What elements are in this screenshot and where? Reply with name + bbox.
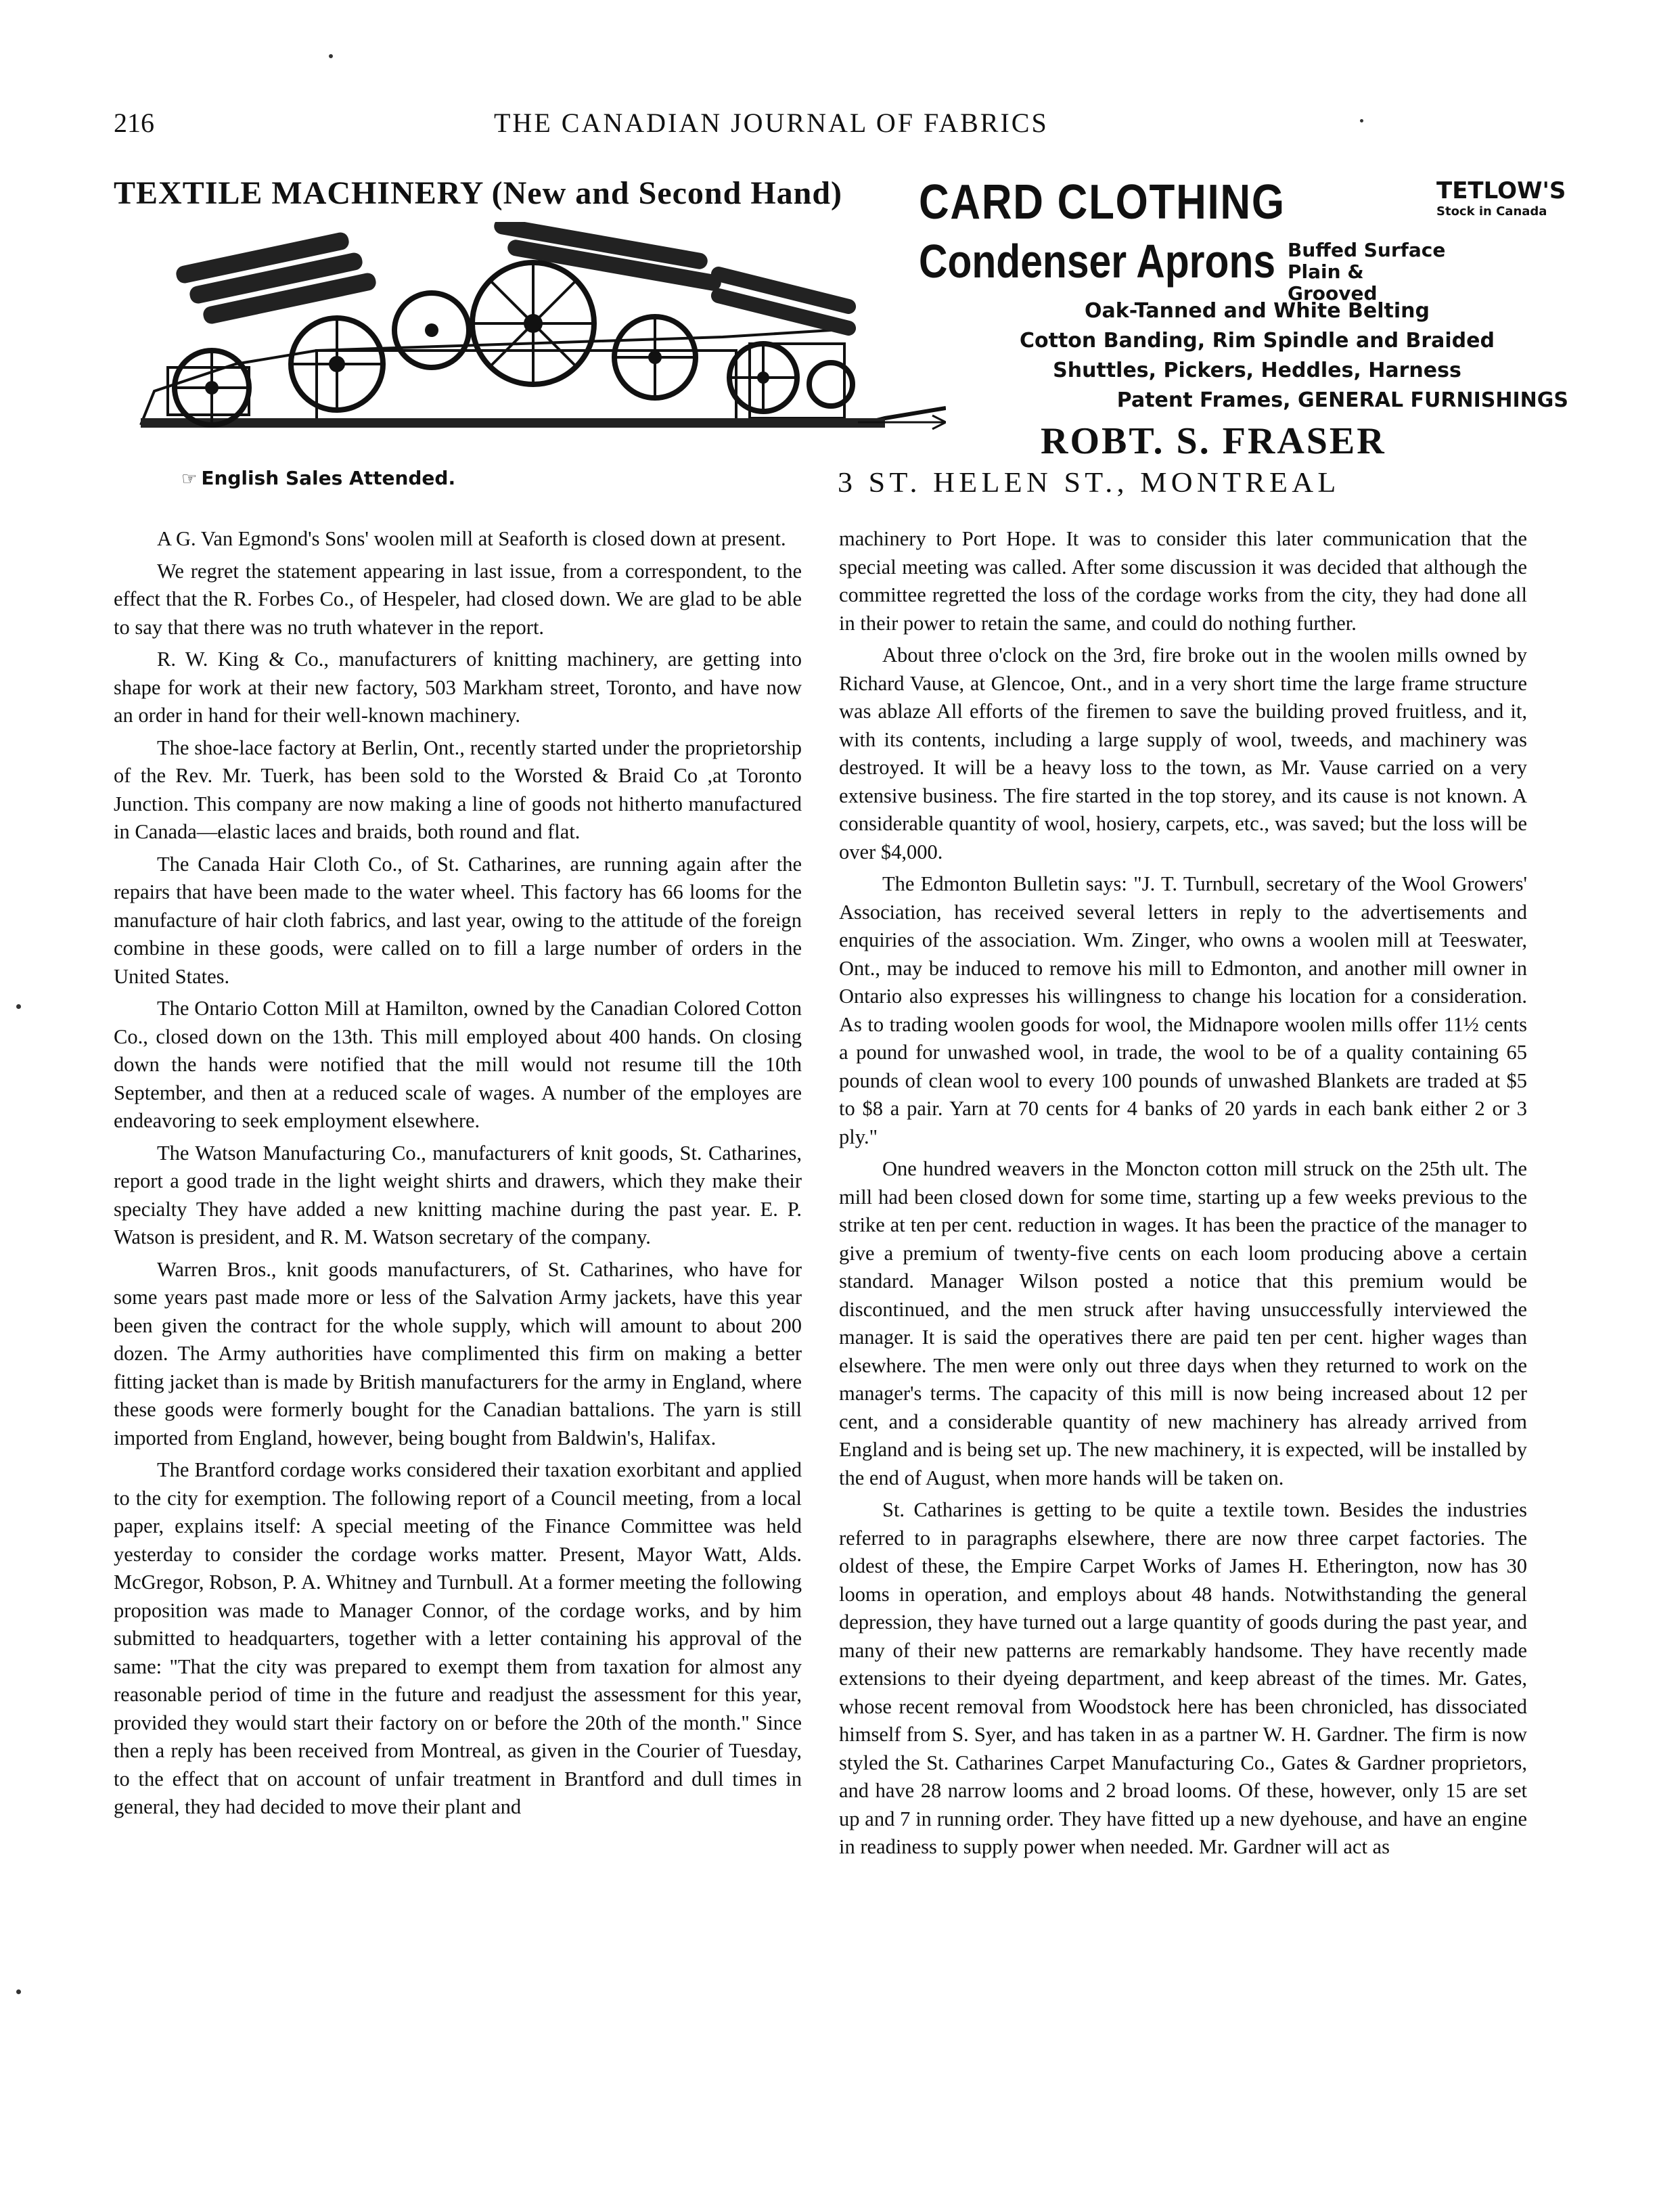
tetlows-label: TETLOW'S	[1436, 177, 1566, 204]
buffed-surface-label	[1288, 240, 1450, 305]
ad-left-title: TEXTILE MACHINERY (New and Second Hand)	[114, 175, 843, 211]
print-speck	[329, 54, 333, 58]
ad-note	[181, 467, 455, 489]
card-clothing-row	[919, 175, 1568, 229]
article-paragraph: The Ontario Cotton Mill at Hamilton, owned by the Canadian Colored Cotton Co., closed down on the 13th. This mill employed about 400 hands. On closing down the hands were notified that the mill would not resume till the 10th September, and then at a reduced scale of wages. A number of the employes are endeavoring to seek employment elsewhere.	[114, 997, 802, 1132]
article-paragraph: St. Catharines is getting to be quite a textile town. Besides the industries referred to in paragraphs elsewhere, there are now three carpet factories. The oldest of these, the Empire Carpet Works of James H. Etherington, now has 30 looms in operation, and employs about 48 hands. Notwithstanding the general depression, they have turned out a large quantity of goods during the past year, and many of their new patterns are remarkably handsome. They have recently made extensions to their dyeing department, and keep abreast of the times. Mr. Gates, whose recent removal from Woodstock here has been chronicled, has dissociated himself from S. Syer, and has taken in as a partner W. H. Gardner. The firm is now styled the St. Catharines Carpet Manufacturing Co., Gates & Gardner proprietors, and have 28 narrow looms and 2 broad looms. Of these, however, only 15 are set up and 7 in running order. They have fitted up a new dyehouse, and have an engine in readiness to supply power when needed. Mr. Gardner will act as	[839, 1498, 1527, 1858]
article-paragraph: Warren Bros., knit goods manufacturers, of St. Catharines, who have for some years past made more or less of the Salvation Army jackets, have this year been given the contract for the whole supply, which will amount to about 200 dozen. The Army authorities have complimented this firm on making a better fitting jacket than is made by British manufacturers for the army in England, where these goods were formerly bought for the Canadian battalions. The yarn is still imported from England, however, being bought from Baldwin's, Halifax.	[114, 1257, 802, 1449]
ad-line: Cotton Banding, Rim Spindle and Braided	[1020, 329, 1495, 353]
ad-product-lines	[946, 296, 1568, 415]
print-speck	[16, 1004, 21, 1009]
article-paragraph: R. W. King & Co., manufacturers of knitting machinery, are getting into shape for work at their new factory, 503 Markham street, Toronto, and have now an order in hand for their well-known machinery.	[114, 648, 802, 727]
article-paragraph: About three o'clock on the 3rd, fire broke out in the woolen mills owned by Richard Vause, at Glencoe, Ont., and in a very short time the large frame structure was ablaze All efforts of the firemen to save the building proved fruitless, and it, with its contents, including a large supply of wool, tweeds, and machinery was destroyed. It will be a heavy loss to the town, as Mr. Vause carried on a very extensive business. The fire started in the top storey, and its cause is not known. A considerable quantity of wool, hosiery, carpets, etc., was saved; but the loss will be over $4,000.	[839, 644, 1527, 863]
left-column	[114, 525, 802, 1826]
textile-machinery-illustration	[114, 222, 946, 452]
ad-line: Shuttles, Pickers, Heddles, Harness	[1053, 359, 1461, 382]
article-paragraph: The Brantford cordage works considered their taxation exorbitant and applied to the city for exemption. The following report of a Council meeting, from a local paper, explains itself: A special meeting of the Finance Committee was held yesterday to consider the cordage works matter. Present, Mayor Watt, Alds. McGregor, Robson, P. A. Whitney and Turnbull. At a former meeting the following proposition was made to Manager Connor, of the cordage works, and by him submitted to headquarters, together with a letter containing his approval of the same: "That the city was prepared to exempt them from taxation for almost any reasonable period of time in the future and readjust the assessment for this year, provided they would start their factory on or before the 20th of the month." Since then a reply has been received from Montreal, as given in the Courier of Tuesday, to the effect that on account of unfair treatment in Brantford and dull times in general, they had decided to move their plant and	[114, 1458, 802, 1818]
company-name: ROBT. S. FRASER	[1041, 420, 1386, 462]
ad-line: Patent Frames, GENERAL FURNISHINGS	[1116, 388, 1568, 412]
tetlows-sub-label: Stock in Canada	[1436, 204, 1547, 219]
article-paragraph: We regret the statement appearing in last issue, from a correspondent, to the effect that the R. Forbes Co., of Hespeler, had closed down. We are glad to be able to say that there was no truth whatever in the report.	[114, 559, 802, 639]
print-speck	[16, 1989, 21, 1994]
pointing-hand-icon: ☞	[181, 469, 198, 489]
running-title: THE CANADIAN JOURNAL OF FABRICS	[494, 108, 1049, 138]
advertisement	[114, 175, 1568, 506]
ad-line: Oak-Tanned and White Belting	[1085, 299, 1430, 323]
buffed-line-1: Buffed Surface	[1288, 239, 1446, 261]
article-paragraph: The Watson Manufacturing Co., manufacturers of knit goods, St. Catharines, report a good trade in the light weight shirts and drawers, which they make their specialty They have added a new knitting machine during the past year. E. P. Watson is president, and R. M. Watson secretary of the company.	[114, 1141, 802, 1248]
article-paragraph: The shoe-lace factory at Berlin, Ont., recently started under the proprietorship of the Rev. Mr. Tuerk, has been sold to the Worsted & Braid Co ,at Toronto Junction. This company are now making a line of goods not hitherto manufactured in Canada—elastic laces and braids, both round and flat.	[114, 736, 802, 843]
ad-note-text: English Sales Attended.	[201, 467, 456, 489]
page-number: 216	[114, 108, 154, 138]
condenser-aprons-heading: Condenser Aprons	[919, 235, 1276, 288]
article-paragraph: The Canada Hair Cloth Co., of St. Catharines, are running again after the repairs that have been made to the water wheel. This factory has 66 looms for the manufacture of hair cloth fabrics, and last year, owing to the attitude of the foreign combine in these goods, were called on to fill a large number of orders in the United States.	[114, 852, 802, 988]
buffed-line-2: Plain & Grooved	[1288, 261, 1378, 305]
company-address: 3 ST. HELEN ST., MONTREAL	[838, 468, 1340, 499]
print-speck	[1360, 119, 1363, 122]
article-paragraph: A G. Van Egmond's Sons' woolen mill at Seaforth is closed down at present.	[157, 527, 786, 550]
article-paragraph: The Edmonton Bulletin says: "J. T. Turnbull, secretary of the Wool Growers' Association, has received several letters in reply to the advertisements and enquiries of the association. Wm. Zinger, who owns a woolen mill at Teeswater, Ont., may be induced to remove his mill to Edmonton, and another mill owner in Ontario also expresses his willingness to change his location for a consideration. As to trading woolen goods for wool, the Midnapore woolen mills offer 11½ cents a pound for unwashed wool, in trade, the wool to be of a quality containing 65 pounds of clean wool to every 100 pounds of unwashed Blankets are traded at $5 to $8 a pair. Yarn at 70 cents for 4 banks of 20 yards in each bank either 2 or 3 ply."	[839, 872, 1527, 1148]
card-clothing-heading: CARD CLOTHING	[919, 175, 1286, 229]
article-paragraph: One hundred weavers in the Moncton cotton mill struck on the 25th ult. The mill had been closed down for some time, starting up a few weeks previous to the strike at ten per cent. reduction in wages. It has been the practice of the manager to give a premium of twenty-five cents on each loom producing above a certain standard. Manager Wilson posted a notice that this premium would be discontinued, and the men struck after having unsuccessfully interviewed the manager. It is said the operatives there are paid ten per cent. higher wages than elsewhere. The men were only out three days when they returned to work on the manager's terms. The capacity of this mill is now being increased about 12 per cent, and a considerable quantity of new machinery has already arrived from England and is being set up. The new machinery, it is expected, will be installed by the end of August, when more hands will be taken on.	[839, 1157, 1527, 1489]
right-column	[839, 525, 1527, 1866]
article-paragraph: machinery to Port Hope. It was to consider this later communication that the special meeting was called. After some discussion it was decided that although the committee regretted the loss of the cordage works from the city, they had done all in their power to retain the same, and could do nothing further.	[839, 527, 1527, 635]
